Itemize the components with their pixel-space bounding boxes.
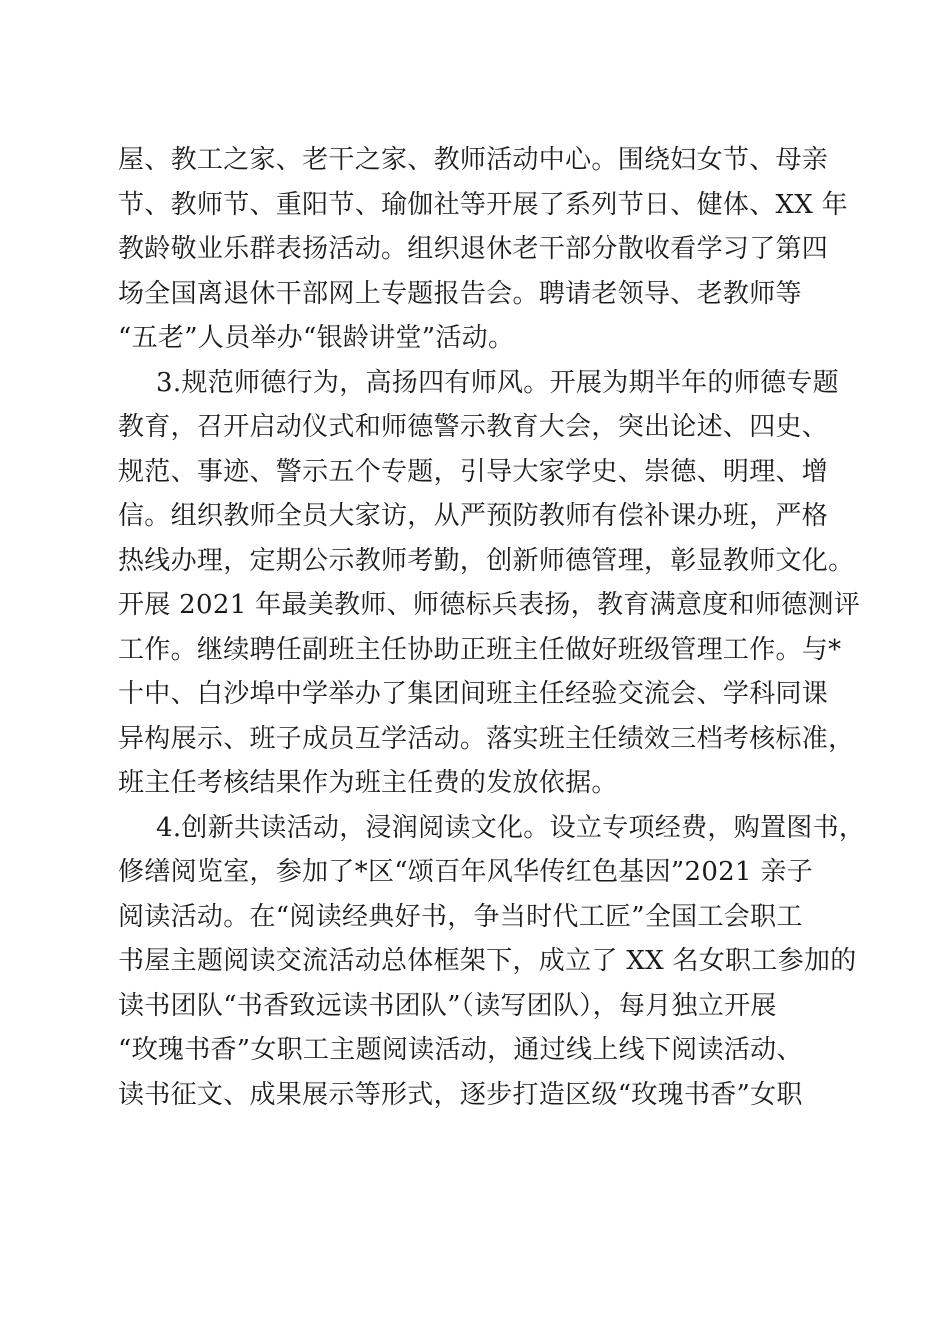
text-line: 十中、白沙埠中学举办了集团间班主任经验交流会、学科同课: [118, 679, 829, 709]
paragraph: [118, 138, 848, 361]
text-line: 异构展示、班子成员互学活动。落实班主任绩效三档考核标准，: [118, 723, 855, 754]
text-line: 读书征文、成果展示等形式，逐步打造区级“玫瑰书香”女职: [118, 1079, 803, 1110]
text-line: 节、教师节、重阳节、瑜伽社等开展了系列节日、健体、XX 年: [118, 189, 848, 220]
paragraph: [118, 361, 860, 806]
text-line: 热线办理，定期公示教师考勤，创新师德管理，彰显教师文化。: [118, 545, 855, 576]
text-line: 读书团队“书香致远读书团队”（读写团队），每月独立开展: [118, 990, 777, 1021]
text-line: 教龄敬业乐群表扬活动。组织退休老干部分散收看学习了第四: [118, 234, 829, 264]
paragraph: [118, 806, 866, 1118]
text-line: “玫瑰书香”女职工主题阅读活动，通过线上线下阅读活动、: [118, 1035, 803, 1065]
text-line: 信。组织教师全员大家访，从严预防教师有偿补课办班，严格: [118, 501, 829, 531]
text-line: 工作。继续聘任副班主任协助正班主任做好班级管理工作。与*: [118, 634, 842, 665]
text-line: 规范、事迹、警示五个专题，引导大家学史、崇德、明理、增: [118, 456, 829, 487]
text-line: 班主任考核结果作为班主任费的发放依据。: [118, 768, 618, 798]
text-line: 场全国离退休干部网上专题报告会。聘请老领导、老教师等: [118, 278, 802, 309]
text-line: 教育，召开启动仪式和师德警示教育大会，突出论述、四史、: [118, 412, 829, 442]
text-line: “五老”人员举办“银龄讲堂”活动。: [118, 323, 515, 353]
text-line: 阅读活动。在“阅读经典好书，争当时代工匠”全国工会职工: [118, 901, 803, 932]
text-line: 屋、教工之家、老干之家、教师活动中心。围绕妇女节、母亲: [118, 145, 829, 175]
text-line: 3.规范师德行为，高扬四有师风。开展为期半年的师德专题: [156, 367, 839, 398]
text-line: 4.创新共读活动，浸润阅读文化。设立专项经费，购置图书，: [156, 812, 866, 843]
text-line: 修缮阅览室，参加了*区“颂百年风华传红色基因”2021 亲子: [118, 857, 814, 887]
text-line: 开展 2021 年最美教师、师德标兵表扬，教育满意度和师德测评: [118, 590, 860, 620]
text-line: 书屋主题阅读交流活动总体框架下，成立了 XX 名女职工参加的: [118, 946, 857, 976]
document-body: [118, 138, 866, 1117]
